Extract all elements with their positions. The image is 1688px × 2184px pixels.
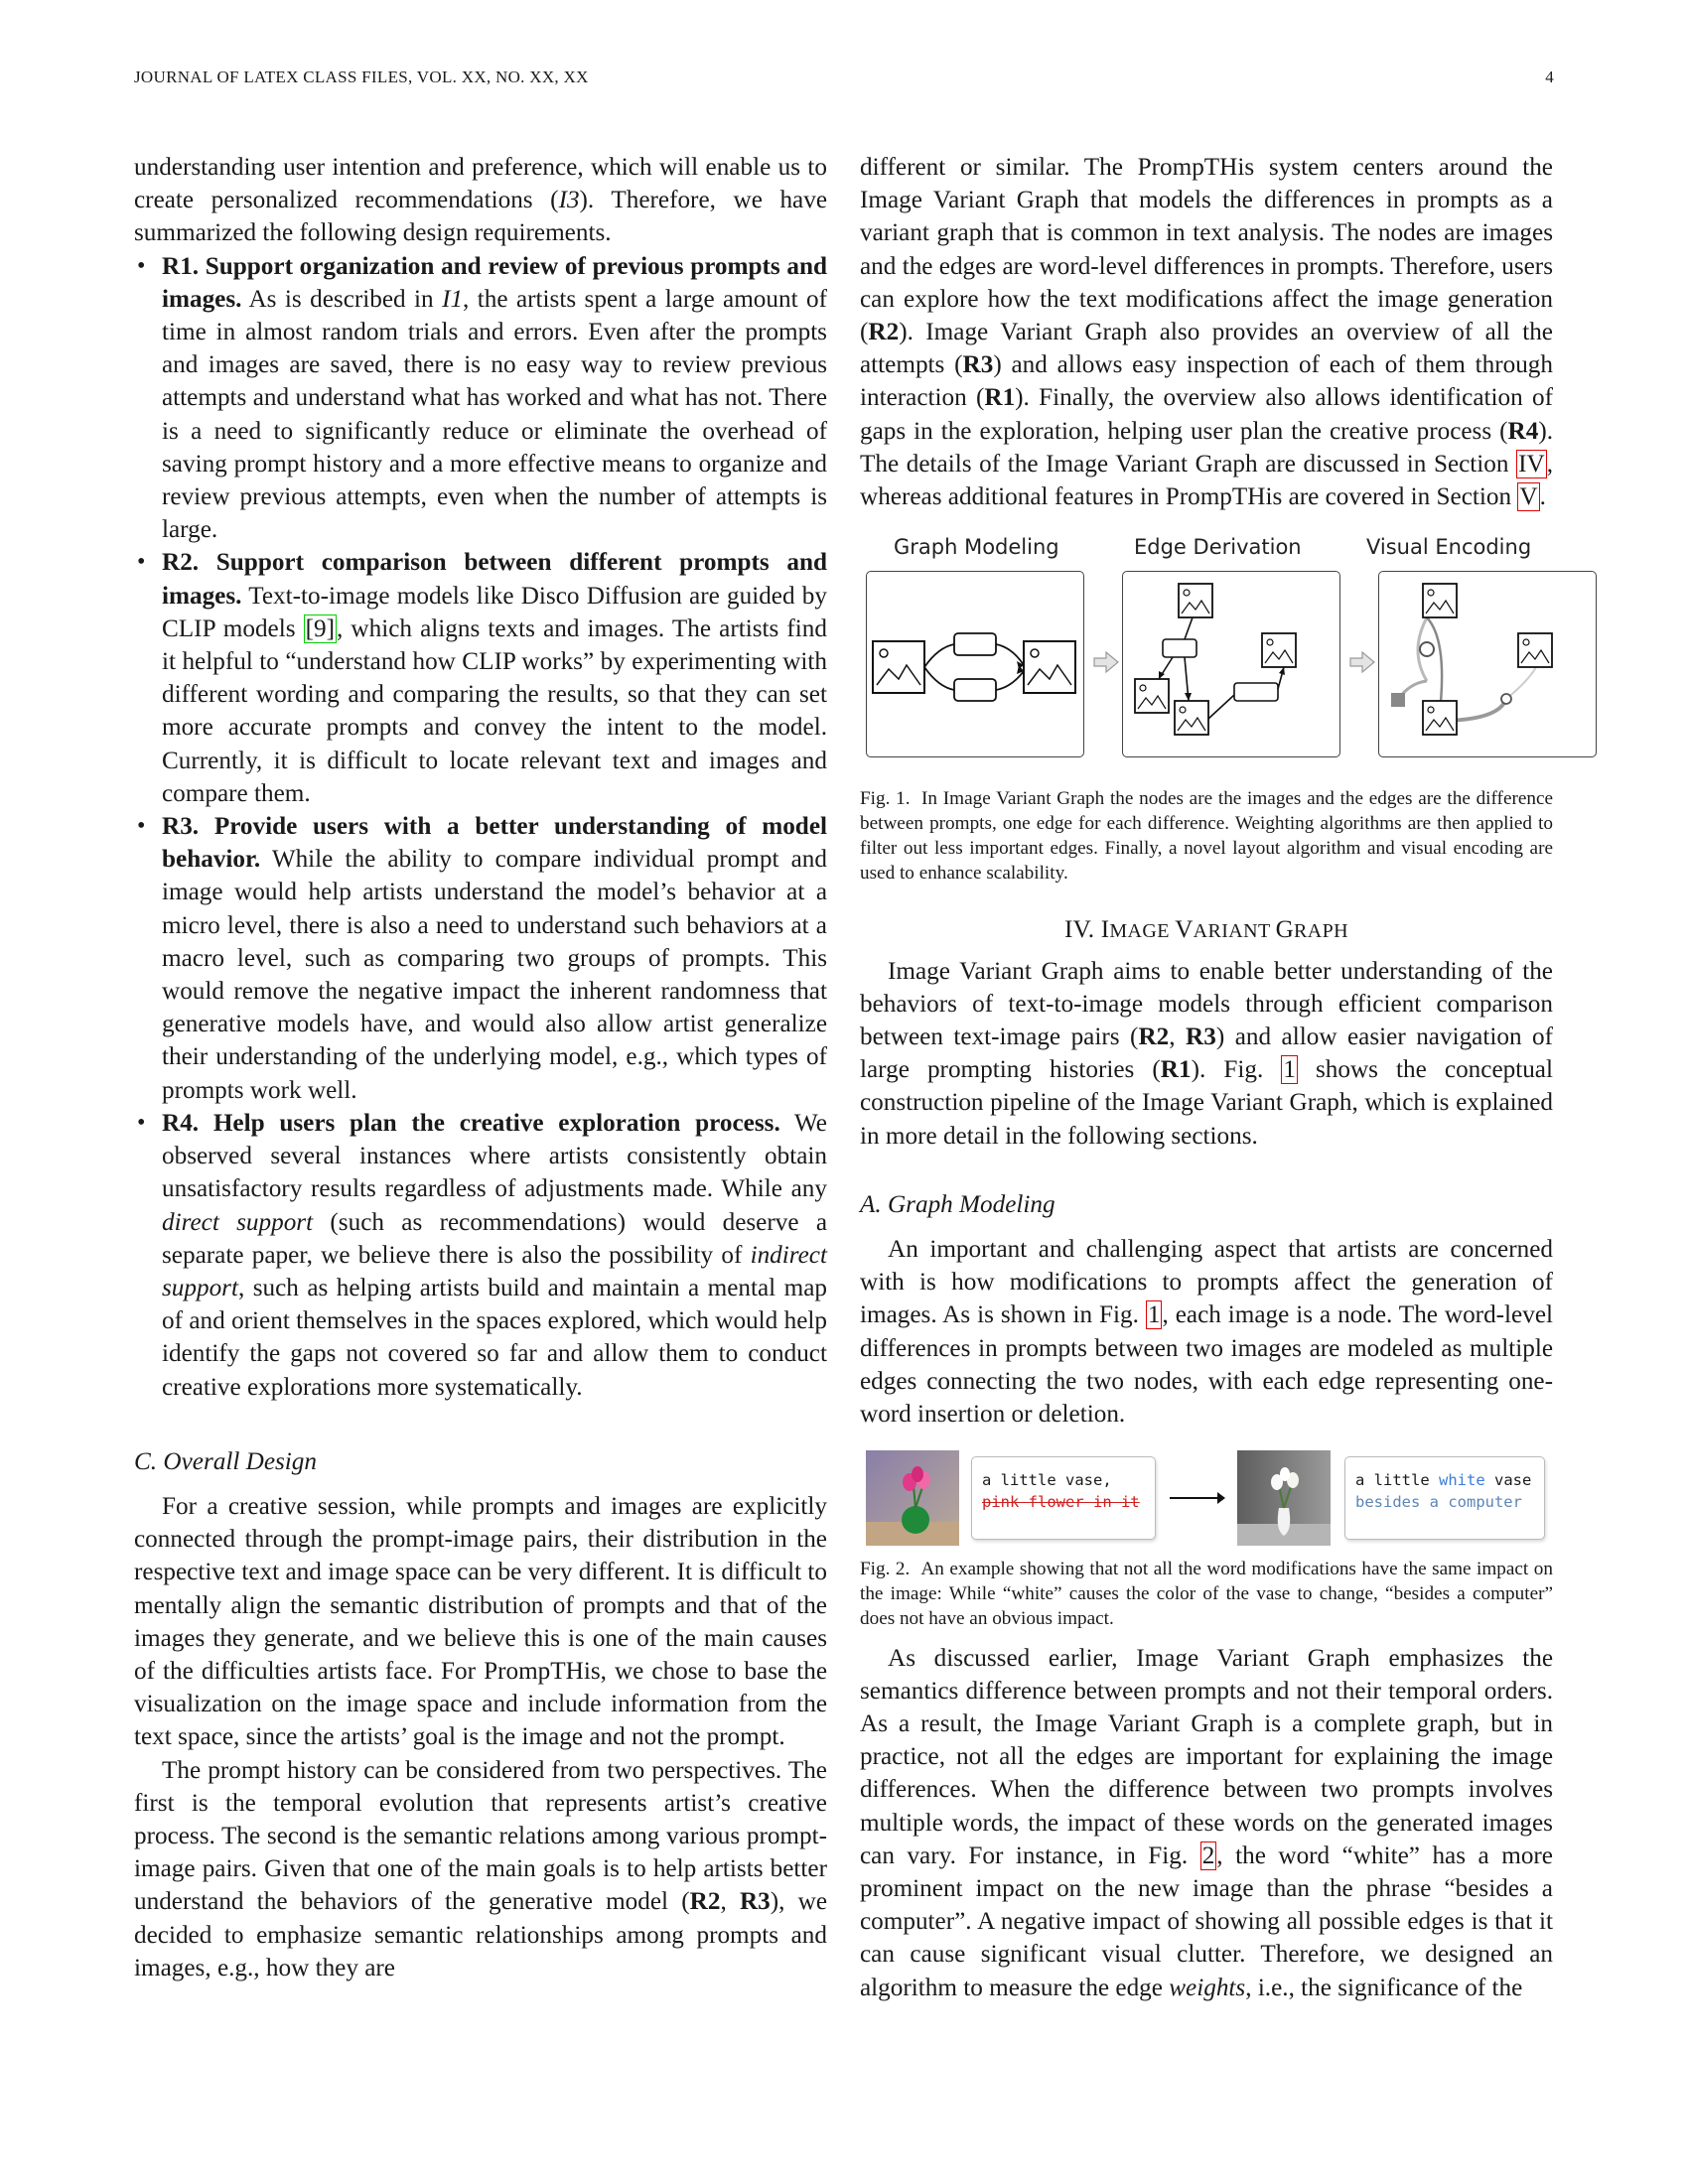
overall-design-paragraph-2: The prompt history can be considered from two perspectives. The first is the temporal evolution that represents artist’s creative process. The second is the semantic relations among various prompt-image pairs. Given that one of the main goals is to help artists better understand the behaviors of the generative model (R2, R3), we decided to emphasize semantic relationships among prompts and images, e.g., how they are (134, 1756, 828, 1981)
running-header (134, 68, 1554, 93)
arrow-right-icon (1348, 650, 1376, 674)
journal-name: JOURNAL OF LATEX CLASS FILES, VOL. XX, NO. XX, XX (134, 68, 589, 86)
overall-design-heading: C. Overall Design (134, 1447, 317, 1475)
section-v-link[interactable]: V (1519, 483, 1538, 511)
graph-modeling-panel (866, 571, 1084, 757)
arrow-right-icon (1092, 650, 1120, 674)
visual-encoding-diagram (1379, 572, 1596, 756)
figure-1-pipeline (860, 531, 1553, 779)
edge-node-icon (1420, 642, 1434, 656)
section-iv-link[interactable]: IV (1518, 450, 1545, 478)
image-node-icon (1175, 701, 1208, 735)
image-node-icon (873, 641, 924, 693)
bullet-icon: • (137, 1109, 146, 1136)
visual-encoding-panel (1378, 571, 1597, 757)
image-node-icon (1423, 584, 1457, 617)
figure-1-caption: Fig. 1. In Image Variant Graph the nodes are the images and the edges are the difference between prompts, one edge for each difference. Weighting algorithms are then applied to filter out less important edges. Finally, a novel layout algorithm and visual encoding are used to enhance scalability. (860, 788, 1553, 884)
figure-2-link[interactable]: 2 (1201, 1842, 1215, 1869)
white-vase-photo (1237, 1450, 1331, 1546)
requirement-r3: • R3. Provide users with a better understanding of model behavior. While the ability to compare individual prompt and image would help artists understand the model’s behavior at a micro level, there is also a need to understand such behaviors at a macro level, such as comparing two groups of prompts. This would remove the negative impact the inherent randomness that generative models have, and would also allow artist generalize their understanding of the underlying model, e.g., which types of prompts work well. (134, 810, 827, 1107)
image-node-icon (1179, 584, 1212, 617)
citation-link[interactable]: [9] (305, 614, 336, 642)
prompt-card-after (1344, 1456, 1545, 1540)
prompt-line: a little white vase (1355, 1471, 1532, 1490)
page-number: 4 (1545, 68, 1554, 86)
requirements-list (134, 250, 827, 1404)
requirement-r1: • R1. Support organization and review of previous prompts and images. As is described in I1, the artists spent a large amount of time in almost random trials and errors. Even after the prompts and images are saved, there is no easy way to review previous attempts and understand what has worked and what has not. There is a need to significantly reduce or eliminate the overhead of saving prompt history and a more effective means to organize and review previous attempts, even when the number of attempts is large. (134, 250, 827, 547)
figure-1-link[interactable]: 1 (1283, 1056, 1296, 1084)
graph-modeling-heading: A. Graph Modeling (860, 1190, 1055, 1218)
section-iv-intro-paragraph: Image Variant Graph aims to enable better understanding of the behaviors of text-to-image models through efficient comparison between text-image pairs (R2, R3) and allow easier navigation of large prompting histories (R1). Fig. 1 shows the conceptual construction pipeline of the Image Variant Graph, which is explained in more detail in the following sections. (860, 957, 1554, 1150)
inserted-prompt-line: besides a computer (1355, 1493, 1522, 1512)
edge-label-icon (954, 633, 996, 655)
requirement-r4: • R4. Help users plan the creative exploration process. We observed several instances where artists consistently obtain unsatisfactory results regardless of adjustments made. While any direct support (such as recommendations) would deserve a separate paper, we believe there is also the possibility of indirect support, such as helping artists build and maintain a mental map of and orient themselves in the spaces explored, which would help identify the gaps not covered so far and allow them to conduct creative explorations more systematically. (134, 1107, 827, 1404)
deleted-prompt-line: pink flower in it (982, 1493, 1140, 1512)
left-column (134, 151, 827, 1984)
edge-weight-paragraph: As discussed earlier, Image Variant Graph emphasizes the semantics difference between prompts and not their temporal orders. As a result, the Image Variant Graph is a complete graph, but in practice, not all the edges are important for explaining the image differences. When the difference between two prompts involves multiple words, the impact of these words on the generated images can vary. For instance, in Fig. 2, the word “white” has a more prominent impact on the new image than the phrase “besides a computer”. A negative impact of showing all possible edges is that it can cause significant visual clutter. Therefore, we designed an algorithm to measure the edge weights, i.e., the significance of the (860, 1644, 1553, 2001)
image-node-icon (1024, 641, 1075, 693)
graph-modeling-paragraph: An important and challenging aspect that artists are concerned with is how modifications to prompts affect the generation of images. As is shown in Fig. 1, each image is a node. The word-level differences in prompts between two images are modeled as multiple edges connecting the two nodes, with each edge representing one-word insertion or deletion. (860, 1236, 1553, 1429)
figure-2-example (860, 1450, 1553, 1550)
bullet-icon: • (137, 813, 146, 840)
edge-label-icon (954, 679, 996, 701)
right-column (860, 151, 1553, 2004)
graph-modeling-diagram (867, 572, 1083, 756)
figure-1-link[interactable]: 1 (1147, 1301, 1161, 1329)
image-node-icon (1423, 701, 1457, 735)
prompt-line: a little vase, (982, 1471, 1112, 1490)
figure-2-caption: Fig. 2. An example showing that not all the word modifications have the same impact on the image: While “white” causes the color of the vase to change, “besides a computer” does not have an obvious impact. (860, 1559, 1553, 1629)
stage-title-visual-encoding: Visual Encoding (1366, 535, 1532, 560)
overall-design-paragraph-1: For a creative session, while prompts and images are explicitly connected through the prompt-image pairs, their distribution in the respective text and image space can be very different. It is difficult to mentally align the semantic distribution of prompts and that of the images they generate, and we believe this is one of the main causes of the difficulties artists face. For PrompTHis, we chose to base the visualization on the image space and include information from the text space, since the artists’ goal is the image and not the prompt. (134, 1492, 827, 1751)
edge-node-icon (1501, 694, 1511, 704)
section-iv-heading: IV. IMAGE VARIANT GRAPH (1064, 916, 1348, 944)
stage-title-edge-derivation: Edge Derivation (1134, 535, 1302, 560)
collapsed-node-icon (1391, 693, 1405, 707)
image-node-icon (1518, 633, 1552, 667)
edge-label-icon (1163, 639, 1196, 657)
system-overview-paragraph: different or similar. The PrompTHis system centers around the Image Variant Graph that models the differences in prompts as a variant graph that is common in text analysis. The nodes are images and the edges are word-level differences in prompts. Therefore, users can explore how the text modifications affect the image generation (R2). Image Variant Graph also provides an overview of all the attempts (R3) and allows easy inspection of each of them through interaction (R1). Finally, the overview also allows identification of gaps in the exploration, helping user plan the creative process (R4). The details of the Image Variant Graph are discussed in Section IV, whereas additional features in PrompTHis are covered in Section V. (860, 154, 1553, 511)
edge-derivation-panel (1122, 571, 1340, 757)
image-node-icon (1135, 679, 1169, 713)
stage-title-graph-modeling: Graph Modeling (894, 535, 1059, 560)
prompt-card-before (971, 1456, 1156, 1540)
arrow-right-icon (1168, 1488, 1225, 1508)
image-node-icon (1262, 633, 1296, 667)
requirement-r2: • R2. Support comparison between different prompts and images. Text-to-image models like Disco Diffusion are guided by CLIP models [9], which aligns texts and images. The artists find it helpful to “understand how CLIP works” by experimenting with different wording and comparing the results, so that they can set more accurate prompts and convey the intent to the model. Currently, it is difficult to locate relevant text and images and compare them. (134, 546, 827, 810)
inserted-word: white (1439, 1471, 1485, 1490)
intro-paragraph: understanding user intention and preference, which will enable us to create personalized recommendations (I3). Therefore, we have summarized the following design requirements. (134, 154, 827, 247)
pink-flower-vase-photo (866, 1450, 959, 1546)
bullet-icon: • (137, 549, 146, 576)
edge-label-icon (1234, 683, 1278, 701)
bullet-icon: • (137, 252, 146, 279)
edge-derivation-diagram (1123, 572, 1339, 756)
